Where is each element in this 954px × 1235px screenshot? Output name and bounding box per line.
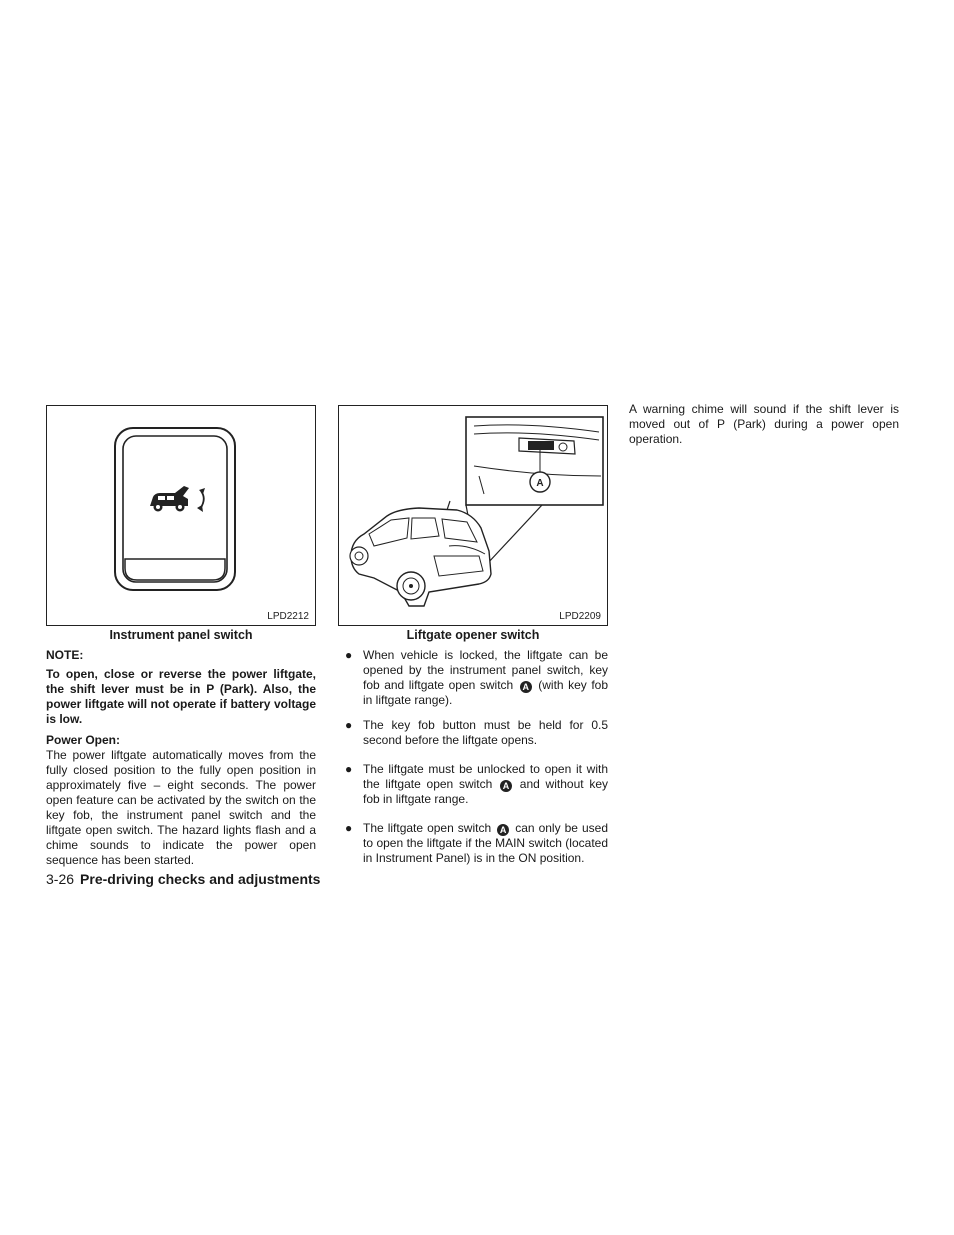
- callout-a-marker: A: [520, 681, 532, 693]
- list-item: ● The liftgate must be unlocked to open it with the liftgate open switch A and without key fob in liftgate range.: [345, 762, 608, 806]
- figure-caption: Liftgate opener switch: [406, 628, 540, 642]
- figure-code: LPD2212: [267, 611, 309, 622]
- list-item: ● The liftgate open switch A can only be used to open the liftgate if the MAIN switch (located in Instrument Panel) is in the ON position.: [345, 821, 608, 865]
- bullet-list: [338, 648, 608, 866]
- left-column: [46, 648, 316, 868]
- right-column: [629, 402, 899, 447]
- figure-code: LPD2209: [559, 611, 601, 622]
- instrument-panel-switch-figure: [46, 405, 316, 626]
- list-item: ● The key fob button must be held for 0.5 second before the liftgate opens.: [345, 718, 608, 747]
- instrument-panel-switch-illustration: [47, 406, 315, 625]
- power-open-text: The power liftgate automatically moves from the fully closed position to the fully open position in approximately five – eight seconds. The power open feature can be activated by the switch on the key fob, the instrument panel switch and the liftgate open switch. The hazard lights flash and a chime sounds to indicate the power open sequence has been started.: [46, 748, 316, 867]
- vehicle-rear-illustration: [339, 406, 607, 625]
- section-title: Pre-driving checks and adjustments: [80, 871, 321, 887]
- power-open-heading: Power Open:: [46, 733, 121, 747]
- middle-column: [338, 648, 608, 874]
- figure-caption: Instrument panel switch: [109, 628, 253, 642]
- callout-a-marker: A: [500, 780, 512, 792]
- page-footer: [46, 871, 320, 887]
- warning-chime-text: A warning chime will sound if the shift lever is moved out of P (Park) during a power open operation.: [629, 402, 899, 446]
- page-number: 3-26: [46, 871, 75, 887]
- liftgate-opener-switch-figure: [338, 405, 608, 626]
- note-text: To open, close or reverse the power liftgate, the shift lever must be in P (Park). Also, the power liftgate will not operate if battery voltage is low.: [46, 667, 316, 726]
- callout-a-label: A: [536, 478, 544, 489]
- list-item: ● When vehicle is locked, the liftgate can be opened by the instrument panel switch, key fob and liftgate open switch A (with key fob in liftgate range).: [345, 648, 609, 707]
- note-heading: NOTE:: [46, 648, 84, 662]
- callout-a-marker: A: [497, 824, 509, 836]
